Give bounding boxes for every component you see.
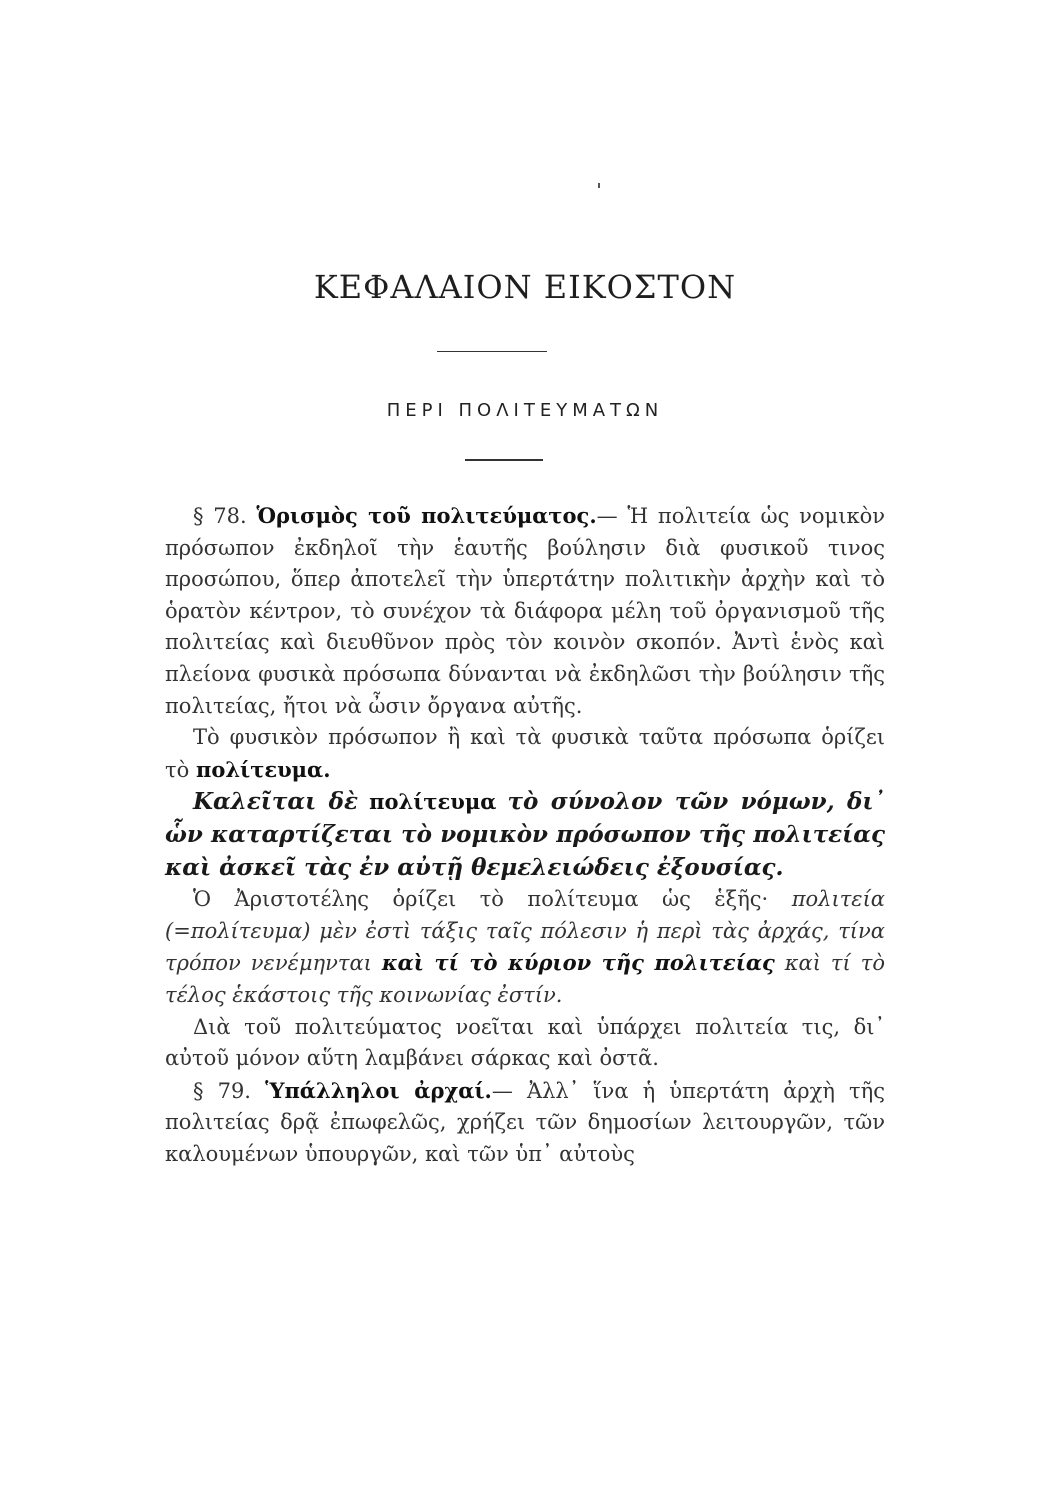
quote-emphasis: καὶ τί τὸ κύριον τῆς πολιτείας (381, 950, 775, 976)
paragraph-text: Ὁ Ἀριστοτέλης ὁρίζει τὸ πολίτευμα ὡς ἑξῆς· (193, 887, 769, 912)
paragraph-text: Διὰ τοῦ πολιτεύματος νοεῖται καὶ ὑπάρχει πολιτεία τις, δι᾽ αὐτοῦ μόνον αὕτη λαμβάνει σάρκας καὶ ὀστᾶ. (165, 1014, 885, 1071)
paragraph-section-78 (165, 500, 885, 722)
paragraph-2 (165, 722, 885, 786)
paragraph-section-79 (165, 1075, 885, 1171)
body-text (165, 500, 885, 1170)
chapter-subtitle: ΠΕΡΙ ΠΟΛΙΤΕΥΜΑΤΩΝ (386, 400, 664, 421)
paragraph-text: — Ἀλλ᾽ ἵνα ἡ ὑπερτάτη ἀρχὴ τῆς πολιτείας δρᾷ ἐπωφελῶς, χρήζει τῶν δημοσίων λειτουργῶν, τῶν καλουμένων ὑπουργῶν, καὶ τῶν ὑπ᾽ αὐτοὺς (165, 1078, 885, 1166)
paragraph-aristotle (165, 884, 885, 1011)
paragraph-5 (165, 1012, 885, 1075)
bold-term: πολίτευμα (369, 789, 497, 815)
paragraph-text: Τὸ φυσικὸν πρόσωπον ἢ καὶ τὰ φυσικὰ ταῦτα πρόσωπα ὁρίζει τὸ (165, 725, 885, 782)
quote-text: πολιτεία (=πολίτευμα) μὲν ἐστὶ τάξις ταῖς πόλεσιν ἡ περὶ τὰς ἀρχάς, τίνα τρόπον νενέμηνται (165, 887, 885, 976)
subtitle-divider (465, 459, 543, 461)
section-number: § 78. (193, 504, 247, 528)
bold-term: πολίτευμα. (195, 756, 331, 782)
definition-text: τὸ σύνολον τῶν νόμων, δι᾽ ὧν καταρτίζεται τὸ νομικὸν πρόσωπον τῆς πολιτείας καὶ ἀσκεῖ τὰς ἐν αὐτῇ θεμελειώδεις ἐξουσίας. (165, 788, 885, 881)
section-heading: Ὑπάλληλοι ἀρχαί. (265, 1077, 492, 1103)
chapter-title: ΚΕΦΑΛΑΙΟΝ ΕΙΚΟΣΤΟΝ (313, 268, 737, 306)
title-divider (437, 351, 547, 352)
paragraph-definition (165, 786, 885, 884)
paragraph-text: — Ἡ πολιτεία ὡς νομικὸν πρόσωπον ἐκδηλοῖ τὴν ἑαυτῆς βούλησιν διὰ φυσικοῦ τινος προσώπου, ὅπερ ἀποτελεῖ τὴν ὑπερτάτην πολιτικὴν ἀρχὴν καὶ τὸ ὁρατὸν κέντρον, τὸ συνέχον τὰ διάφορα μέλη τοῦ ὀργανισμοῦ τῆς πολιτείας καὶ διευθῦνον πρὸς τὸν κοινὸν σκοπόν. Ἀντὶ ἑνὸς καὶ πλείονα φυσικὰ πρόσωπα δύνανται νὰ ἐκδηλῶσι τὴν βούλησιν τῆς πολιτείας, ἤτοι νὰ ὦσιν ὄργανα αὐτῆς. (165, 504, 885, 718)
section-number: § 79. (193, 1078, 251, 1103)
definition-prefix: Καλεῖται δὲ (193, 788, 358, 816)
quote-text: καὶ τί τὸ τέλος ἑκάστοις τῆς κοινωνίας ἐστίν. (165, 951, 886, 1007)
section-heading: Ὁρισμὸς τοῦ πολιτεύματος. (256, 503, 597, 528)
ink-speck (598, 183, 600, 188)
